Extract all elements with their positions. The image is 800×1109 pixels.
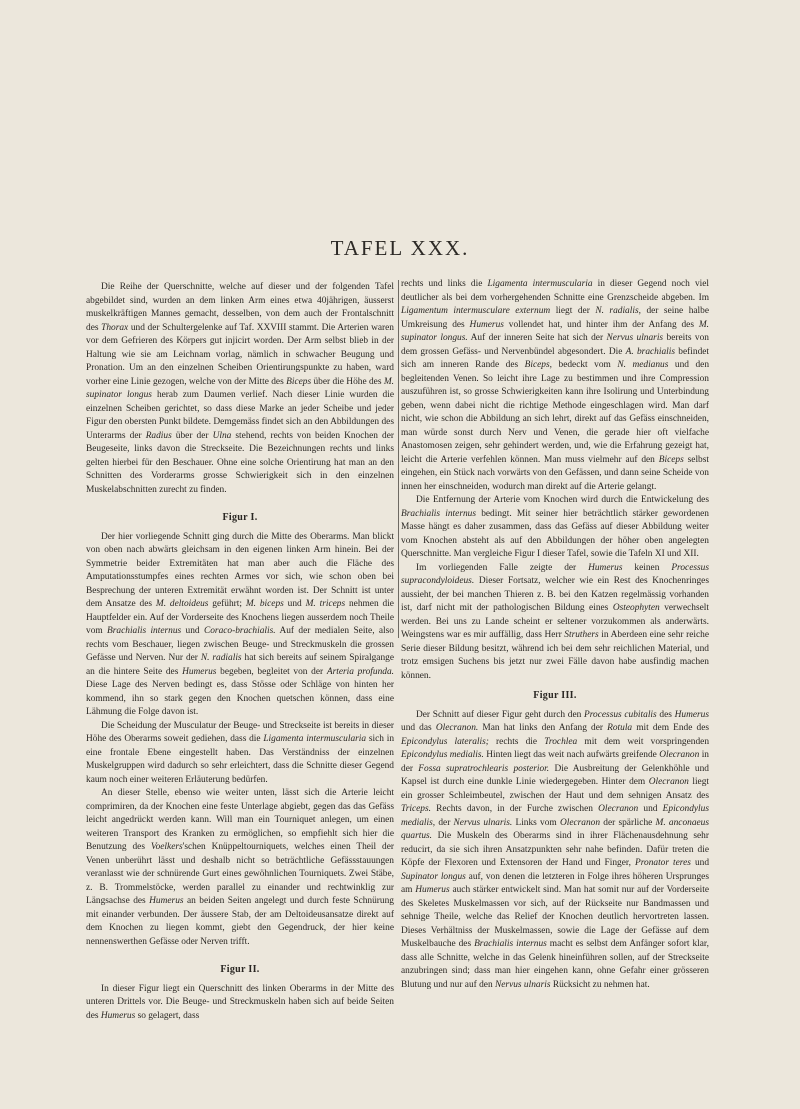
- italic-term: Nervus ulnaris.: [453, 817, 513, 828]
- italic-term: Humerus: [469, 319, 504, 330]
- italic-term: M. triceps: [305, 599, 346, 609]
- italic-term: Epicondylus medialis,: [401, 804, 710, 828]
- italic-term: Brachialis internus: [107, 626, 182, 636]
- right-paragraph-3: Im vorliegenden Falle zeigte der Humerus keinen Processus supracondyloideus. Dieser Fortsatz, welcher wie ein Rest des Knochenringes aussieht, der bei manchen Thieren z. B. bei den Katzen regelmässig vorhanden ist, darf nicht mit der pathologischen Bildung eines Osteophyten verwechselt werden. Bei uns zu Lande scheint er seltener vorzukommen als anderwärts. Weingstens war es mir auffällig, dass Herr Struthers in Aberdeen eine sehr reiche Serie dieser Bildung besitzt, während ich bei dem sehr reichlichen Material, und trotz emsigen Suchens bis jetzt nur zwei Fälle davon habe ausfindig machen können.: [401, 562, 710, 681]
- figure-2-paragraph-1: In dieser Figur liegt ein Querschnitt des linken Oberarms in der Mitte des unteren Drittels vor. Die Beuge- und Streckmuskeln haben sich auf beide Seiten des Humerus so gelagert, dass: [86, 983, 394, 1021]
- figure-1-paragraph-2: Die Scheidung der Musculatur der Beuge- und Streckseite ist bereits in dieser Höhe des Oberarms soweit gediehen, dass die Ligamenta intermuscularia sich in eine frontale Ebene eingestellt haben. Das Verständniss der einzelnen Muskelgruppen wird dadurch so sehr erleichtert, dass die Schnitte dieser Gegend kaum noch einer weiteren Erläuterung bedürfen.: [86, 720, 395, 785]
- italic-term: Ligamenta intermuscularia: [263, 734, 367, 744]
- italic-term: Radius: [145, 430, 172, 441]
- column-divider: [398, 280, 399, 638]
- italic-term: Epicondylus medialis.: [401, 750, 484, 760]
- italic-term: Humerus: [674, 709, 710, 720]
- figure-2-heading: Figur II.: [220, 964, 260, 975]
- italic-term: Triceps.: [401, 804, 431, 814]
- italic-term: Biceps: [658, 454, 684, 465]
- italic-term: Fossa supratrochlearis posterior.: [418, 763, 550, 774]
- italic-term: Thorax: [101, 322, 129, 333]
- italic-term: Trochlea: [544, 736, 578, 747]
- italic-term: N. radialis,: [595, 306, 641, 316]
- italic-term: Brachialis internus: [401, 508, 476, 519]
- italic-term: Olecranon: [659, 750, 700, 760]
- italic-term: M. deltoideus: [155, 599, 209, 609]
- right-paragraph-1: rechts und links die Ligamenta intermuscularia in dieser Gegend noch viel deutlicher als bei dem vorhergehenden Schnitte eine Grenzscheide abgeben. Im Ligamentum intermusculare externum liegt der N. radialis, der seine halbe Umkreisung des Humerus vollendet hat, und hinter ihm der Anfang des M. supinator longus. Auf der inneren Seite hat sich der Nervus ulnaris bereits von dem grossen Gefäss- und Nervenbündel abgesondert. Die A. brachialis befindet sich am inneren Rande des Biceps, bedeckt vom N. medianus und den begleitenden Venen. So leicht ihre Lage zu bestimmen und ihre Compression auszuführen ist, so grosse Schwierigkeiten kann ihre Isolirung und Unterbindung geben, wenn dabei nicht die richtige Methode eingeschlagen wird. Man darf nicht, wie schon die Abbildung an sich lehrt, direkt auf das Gefäss einschneiden, man würde sonst durch Nerv und Venen, die gerade hier oft vielfache Anastomosen zeigen, sehr gehindert werden, und, wie die Erfahrung gezeigt hat, leicht die Arterie verfehlen können. Man muss vielmehr auf den Biceps selbst eingehen, ein Stück nach vorwärts von den Gefässen, und dann seine Scheide von innen her einschneiden, wodurch man direkt auf die Arterie gelangt.: [401, 279, 710, 492]
- italic-term: Olecranon.: [435, 723, 479, 733]
- italic-term: N. radialis: [200, 653, 242, 663]
- italic-term: Voelkers: [150, 842, 183, 852]
- italic-term: Humerus: [149, 896, 184, 906]
- italic-term: Arteria profunda.: [326, 666, 394, 677]
- italic-term: Struthers: [564, 630, 599, 640]
- italic-term: Coraco-brachialis.: [203, 626, 276, 636]
- italic-term: Ulna: [212, 430, 232, 441]
- italic-term: M. supinator longus: [86, 376, 394, 400]
- italic-term: Olecranon: [648, 777, 689, 787]
- italic-term: M. anconaeus quartus.: [401, 817, 710, 841]
- left-column: [86, 281, 394, 1023]
- italic-term: Biceps,: [524, 360, 552, 370]
- italic-term: Humerus: [415, 885, 450, 895]
- italic-term: Processus cubitalis: [584, 709, 657, 720]
- italic-term: M. supinator longus.: [401, 319, 709, 343]
- italic-term: Olecranon: [559, 817, 601, 828]
- italic-term: Pronator teres: [634, 858, 691, 868]
- figure-1-paragraph-3: An dieser Stelle, ebenso wie weiter unten, lässt sich die Arterie leicht comprimiren, da der Knochen eine feste Unterlage abgiebt, gegen das das Gefäss leicht angedrückt werden kann. Will man ein Tourniquet anlegen, um einen weiteren Transport des Kranken zu ermöglichen, so empfiehlt sich hier die Benutzung des Voelkers'schen Knüppeltourniquets, welches einen Theil der Venen unberührt lässt und deshalb nicht so beträchtliche Gefässstauungen veranlasst wie der schnürende Gurt eines gewöhnlichen Tourniquets. Zwei Stäbe, z. B. Trommelstöcke, werden parallel zu einander und rechtwinklig zur Längsachse des Humerus an beiden Seiten angelegt und durch feste Schnürung mit einander verbunden. Der äussere Stab, der am Deltoideusansatze direkt auf dem Knochen zu liegen kommt, giebt den Gegendruck, der hier keine nennenswerthen Gefässe oder Nerven trifft.: [86, 788, 394, 947]
- italic-term: Brachialis internus: [474, 939, 547, 949]
- figure-1-paragraph-1: Der hier vorliegende Schnitt ging durch die Mitte des Oberarms. Man blickt von oben nach abwärts gleichsam in den eigenen linken Arm hinein. Bei der Symmetrie beider Extremitäten hat man aber auch die Fläche des Amputationsstumpfes eines rechten Armes vor sich, wie schon oben bei Besprechung der unteren Extremität erwähnt worden ist. Der Schnitt ist unter dem Ansatze des M. deltoideus geführt; M. biceps und M. triceps nehmen die Hauptfelder ein. Auf der Vorderseite des Knochens liegen ausserdem noch Theile vom Brachialis internus und Coraco-brachialis. Auf der medialen Seite, also rechts vom Beschauer, liegen zwischen Beuge- und Streckmuskeln die grossen Gefässe und Nerven. Nur der N. radialis hat sich bereits auf seinem Spiralgange an die hintere Seite des Humerus begeben, begleitet von der Arteria profunda. Diese Lage des Nerven bedingt es, dass Stösse oder Schläge von hinten her kommend, ihn so stark gegen den Knochen quetschen können, dass eine Lähmung die Folge davon ist.: [86, 531, 394, 717]
- page-title: TAFEL XXX.: [330, 236, 470, 260]
- italic-term: Osteophyten: [612, 603, 660, 613]
- italic-term: Ligamenta intermuscularia: [487, 279, 593, 289]
- italic-term: Ligamentum intermusculare externum: [401, 306, 551, 316]
- italic-term: Humerus: [182, 666, 217, 677]
- italic-term: A. brachialis: [625, 346, 676, 357]
- italic-term: Rotula: [607, 723, 633, 733]
- figure-3-heading: Figur III.: [533, 690, 577, 701]
- italic-term: M. biceps: [245, 599, 284, 609]
- intro-paragraph: Die Reihe der Querschnitte, welche auf dieser und der folgenden Tafel abgebildet sind, wurden an dem linken Arm eines etwa 40jährigen, äusserst muskelkräftigen Mannes gemacht, desselben, von dem auch der Frontalschnitt des Thorax und der Schultergelenke auf Taf. XXVIII stammt. Die Arterien waren vor dem Gefrieren des Körpers gut injicirt worden. Der Arm selbst blieb in der Haltung wie sie am Leichnam vorlag, nämlich in schwacher Beugung und Pronation. Um an den einzelnen Scheiben Orientirungspunkte zu haben, ward vorher eine Linie gezogen, welche von der Mitte des Biceps über die Höhe des M. supinator longus herab zum Daumen verlief. Nach dieser Linie wurden die einzelnen Scheiben gerichtet, so dass diese Marke an jeder Scheibe und jeder Figur den obersten Punkt bildete. Demgemäss findet sich an den Abbildungen des Unterarms der Radius über der Ulna stehend, rechts von beiden Knochen der Beugeseite, links davon die Streckseite. Die Bezeichnungen rechts und links gelten hierbei für den Beschauer. Ohne eine solche Orientirung hat man an den Schnitten des Vorderarms grosse Schwierigkeit sich in den einzelnen Muskelabschnitten zurecht zu finden.: [86, 282, 394, 495]
- figure-1-heading: Figur I.: [222, 512, 258, 523]
- italic-term: Humerus: [100, 1010, 136, 1021]
- italic-term: Humerus: [588, 562, 623, 573]
- italic-term: Nervus ulnaris: [495, 979, 551, 990]
- figure-3-paragraph-1: Der Schnitt auf dieser Figur geht durch den Processus cubitalis des Humerus und das Olecranon. Man hat links den Anfang der Rotula mit dem Ende des Epicondylus lateralis; rechts die Trochlea mit dem weit vorspringenden Epicondylus medialis. Hinten liegt das weit nach aufwärts greifende Olecranon in der Fossa supratrochlearis posterior. Die Ausbreitung der Gelenkhöhle und Kapsel ist durch eine dunkle Linie wiedergegeben. Hinter dem Olecranon liegt ein grosser Schleimbeutel, zwischen der Haut und dem sehnigen Ansatz des Triceps. Rechts davon, in der Furche zwischen Olecranon und Epicondylus medialis, der Nervus ulnaris. Links vom Olecranon der spärliche M. anconaeus quartus. Die Muskeln des Oberarms sind in ihrer Flächenausdehnung sehr reducirt, da sie sich ihren Ansatzpunkten sehr nahe befinden. Dafür treten die Köpfe der Flexoren und Extensoren der Hand und Finger, Pronator teres und Supinator longus auf, von denen die letzteren in Folge ihres höheren Ursprunges am Humerus auch stärker entwickelt sind. Man hat somit nur auf der Vorderseite des Skeletes Muskelmassen vor sich, auf der Rückseite nur Bandmassen und sehnige Theile, welche das Relief der Knochen deutlich hervortreten lassen. Dieses Verhältniss der Muskelmassen, sowie die Lage der Gefässe auf dem Muskelbauche des Brachialis internus macht es selbst dem Anfänger sofort klar, dass alle Schnitte, welche in das Gelenk hineinführen sollen, auf der Streckseite anzubringen sind; dass man hier eingehen kann, ohne Gefahr einer grösseren Blutung und nur auf den Nervus ulnaris Rücksicht zu nehmen hat.: [401, 709, 710, 990]
- italic-term: Biceps: [286, 376, 312, 387]
- right-paragraph-2: Die Entfernung der Arterie vom Knochen wird durch die Entwickelung des Brachialis internus bedingt. Mit seiner hier beträchtlich stärker gewordenen Masse hängt es daher zusammen, dass das Gefäss auf dieser Abbildung weiter vom Knochen absteht als auf den Abbildungen der höher oben angelegten Querschnitte. Man vergleiche Figur I dieser Tafel, sowie die Tafeln XI und XII.: [401, 495, 709, 559]
- italic-term: Supinator longus: [401, 871, 466, 882]
- italic-term: Epicondylus lateralis;: [401, 736, 489, 747]
- italic-term: N. medianus: [617, 360, 669, 370]
- italic-term: Processus supracondyloideus.: [401, 562, 709, 586]
- italic-term: Olecranon: [598, 804, 639, 814]
- right-column: [401, 278, 709, 992]
- italic-term: Nervus ulnaris: [606, 333, 664, 343]
